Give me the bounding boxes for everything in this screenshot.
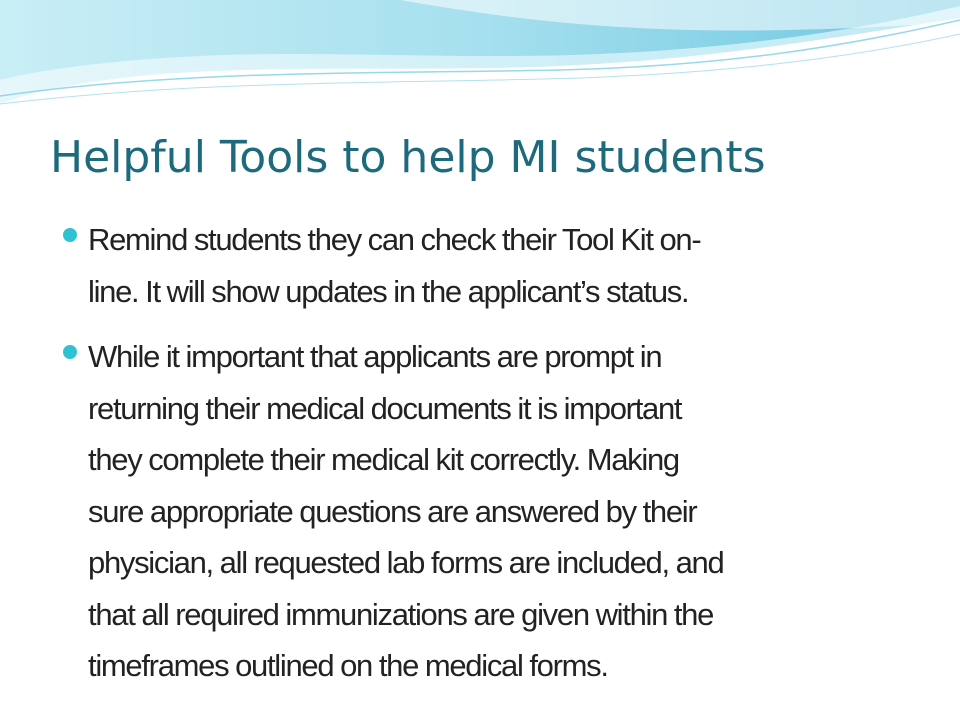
bullet-item — [60, 331, 900, 692]
bullet-dot-icon — [63, 345, 77, 359]
bullet-line: they complete their medical kit correctly. Making — [88, 442, 679, 477]
bullet-line: line. It will show updates in the applicant’s status. — [88, 273, 689, 309]
bullet-line: that all required immunizations are given within the — [88, 596, 714, 632]
bullet-list — [60, 214, 900, 706]
bullet-line: returning their medical documents it is important — [88, 390, 682, 426]
bullet-line: sure appropriate questions are answered by their — [88, 493, 697, 529]
header-wave-decoration — [0, 0, 960, 120]
bullet-line: While it important that applicants are prompt in — [88, 339, 662, 374]
bullet-line: timeframes outlined on the medical forms. — [88, 648, 608, 683]
bullet-line: physician, all requested lab forms are included, and — [88, 545, 724, 580]
bullet-line: Remind students they can check their Tool Kit on- — [88, 222, 701, 257]
bullet-item — [60, 214, 900, 317]
bullet-dot-icon — [63, 228, 77, 242]
slide-title: Helpful Tools to help MI students — [50, 132, 766, 183]
